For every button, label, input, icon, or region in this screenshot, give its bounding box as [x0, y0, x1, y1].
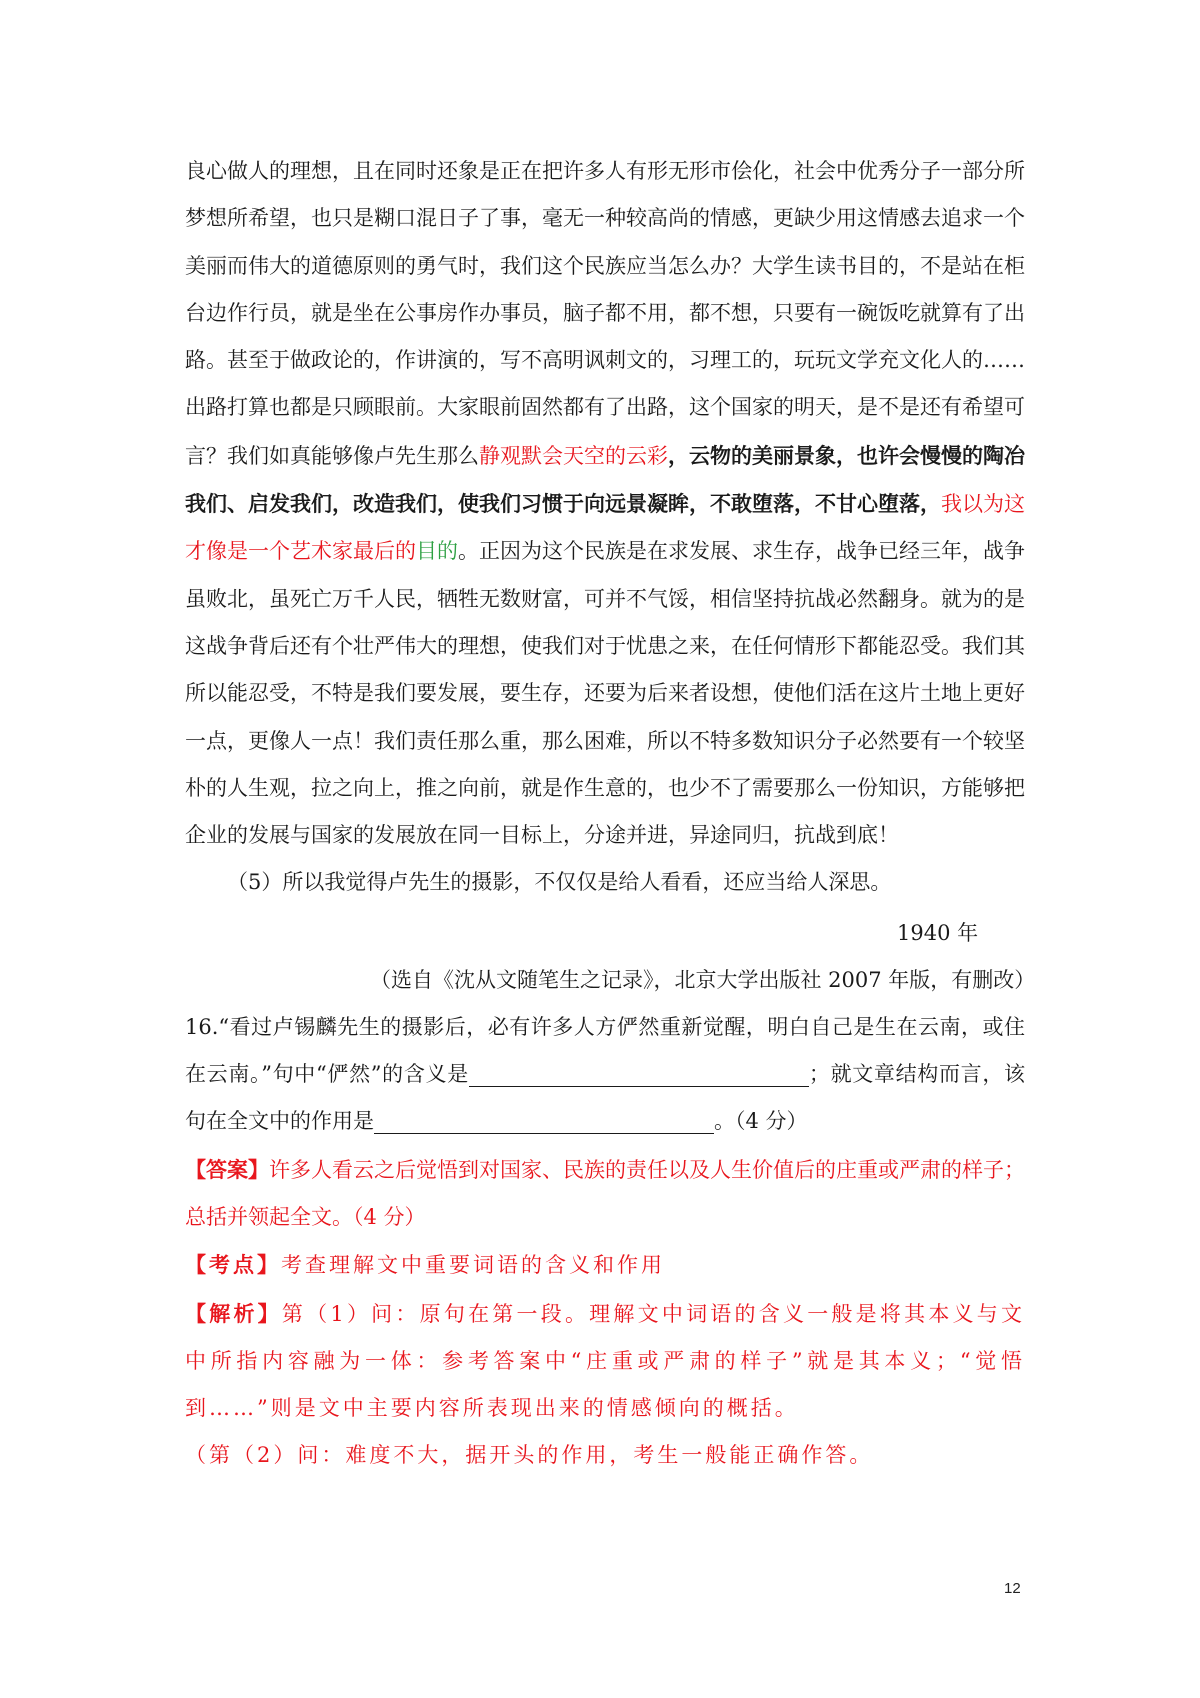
answer-text: 许多人看云之后觉悟到对国家、民族的责任以及人生价值后的庄重或严肃的样子；总括并领起全文。（4 分） [185, 1157, 1025, 1229]
passage-source: （选自《沈从文随笔生之记录》，北京大学出版社 2007 年版，有删改） [370, 967, 1036, 992]
point-tag: 【考点】 [185, 1252, 281, 1278]
highlight-clouds: 静观默会天空的云彩 [479, 443, 668, 468]
page-number: 12 [1004, 1580, 1021, 1597]
point-block [185, 1241, 1025, 1289]
passage-paragraph-5: （5）所以我觉得卢先生的摄影，不仅仅是给人看看，还应当给人深思。 [227, 870, 892, 895]
analysis-block-2: （第（2）问：难度不大，据开头的作用，考生一般能正确作答。 [185, 1443, 874, 1468]
answer-blank-1[interactable] [469, 1060, 809, 1087]
answer-tag: 【答案】 [185, 1156, 269, 1182]
highlight-purpose-word: 目的 [416, 539, 458, 564]
answer-block [185, 1146, 1025, 1242]
analysis-block [185, 1290, 1025, 1433]
passage-text-a: 良心做人的理想，且在同时还象是正在把许多人有形无形市侩化，社会中优秀分子一部分所梦想所希望，也只是糊口混日子了事，毫无一种较高尚的情感，更缺少用这情感去追求一个美丽而伟大的道德原则的勇气时，我们这个民族应当怎么办？大学生读书目的，不是站在柜台边作行员，就是坐在公事房作办事员，脑子都不用，都不想，只要有一碗饭吃就算有了出路。甚至于做政论的，作讲演的，写不高明讽刺文的，习理工的，玩玩文学充文化人的……出路打算也都是只顾眼前。大家眼前固然都有了出路，这个国家的明天，是不是还有希望可言？我们如真能够像卢先生那么 [185, 159, 1025, 468]
bold-sentence: ，云物的美丽景象，也许会慢慢的陶冶我们、启发我们，改造我们，使我们习惯于向远景凝眸，不敢堕落，不甘心堕落， [185, 442, 1025, 517]
question-text-2: ；就文章结构而言，该句在全文中的作用是 [185, 1062, 1025, 1134]
answer-blank-2[interactable] [374, 1107, 714, 1134]
analysis-tag: 【解析】 [185, 1300, 282, 1326]
passage-year: 1940 年 [897, 920, 979, 945]
question-16 [185, 1004, 1025, 1146]
analysis-text: 第（1）问：原句在第一段。理解文中词语的含义一般是将其本义与文中所指内容融为一体：参考答案中“庄重或严肃的样子”就是其本义；“觉悟到……”则是文中主要内容所表现出来的情感倾向的概括。 [185, 1301, 1026, 1421]
passage-text-b: 。正因为这个民族是在求发展、求生存，战争已经三年，战争虽败北，虽死亡万千人民，牺牲无数财富，可并不气馁，相信坚持抗战必然翻身。就为的是这战争背后还有个壮严伟大的理想，使我们对于忧患之来，在任何情形下都能忍受。我们其所以能忍受，不特是我们要发展，要生存，还要为后来者设想，使他们活在这片土地上更好一点，更像人一点！我们责任那么重，那么困难，所以不特多数知识分子必然要有一个较坚朴的人生观，拉之向上，推之向前，就是作生意的，也少不了需要那么一份知识，方能够把企业的发展与国家的发展放在同一目标上，分途并进，异途同归，抗战到底！ [185, 539, 1025, 848]
point-text: 考查理解文中重要词语的含义和作用 [281, 1253, 665, 1278]
question-text-3: 。（4 分） [714, 1109, 808, 1134]
question-text-1: 16.“看过卢锡麟先生的摄影后，必有许多人方俨然重新觉醒，明白自己是生在云南，或住在云南。”句中“俨然”的含义是 [185, 1014, 1025, 1087]
highlight-artist-goal: 我以为这才像是一个艺术家最后的 [185, 492, 1025, 564]
document-page [185, 148, 1036, 1480]
passage-paragraph-4 [185, 148, 1025, 859]
